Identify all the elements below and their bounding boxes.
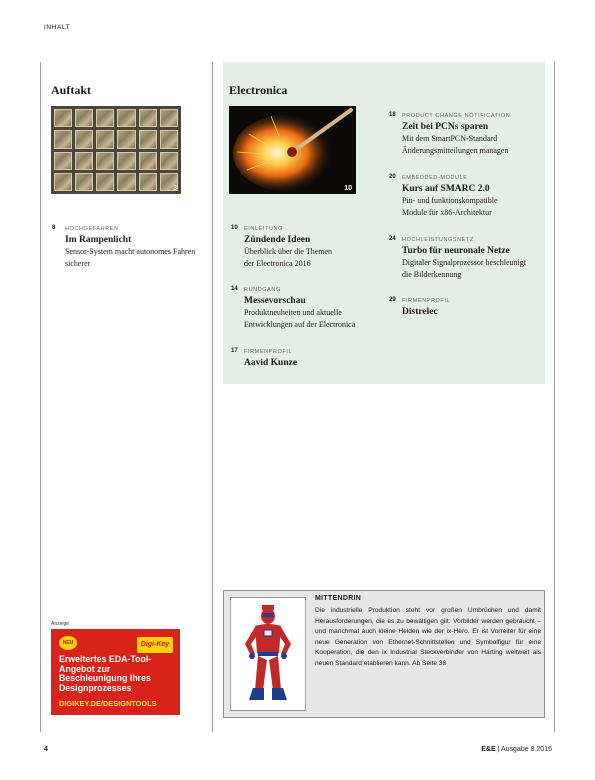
column-rule-middle xyxy=(212,62,213,732)
image-page-number: 3 xyxy=(173,185,177,192)
toc-entry[interactable] xyxy=(389,112,542,156)
entry-page-number: 18 xyxy=(389,112,396,118)
entry-title: Distrelec xyxy=(402,307,438,317)
toc-entry[interactable] xyxy=(389,297,542,318)
entry-title: Messevorschau xyxy=(244,296,306,306)
entry-kicker: HOCHLEISTUNGSNETZ xyxy=(402,237,474,243)
mittendrin-box xyxy=(223,590,545,718)
image-page-number: 10 xyxy=(344,185,352,192)
chip-cell xyxy=(160,152,178,170)
entry-title: Zeit bei PCNs sparen xyxy=(402,122,489,132)
entry-kicker: PRODUCT CHANGE NOTIFICATION xyxy=(402,113,511,119)
burning-match-photo[interactable] xyxy=(229,106,356,194)
chip-cell xyxy=(96,152,114,170)
chip-cell xyxy=(117,130,135,148)
toc-entry[interactable] xyxy=(52,225,215,269)
chip-cell xyxy=(160,130,178,148)
entry-title: Zündende Ideen xyxy=(244,235,311,245)
magazine-name: E&E xyxy=(481,746,496,753)
match-flame-graphic xyxy=(229,106,356,194)
superhero-figure xyxy=(230,597,306,711)
toc-entry[interactable] xyxy=(231,286,394,330)
chip-cell xyxy=(54,130,72,148)
chip-cell xyxy=(75,173,93,191)
new-badge: NEU xyxy=(59,636,77,650)
page-number: 4 xyxy=(44,746,48,753)
chip-cell xyxy=(139,173,157,191)
entry-title: Kurs auf SMARC 2.0 xyxy=(402,184,490,194)
entry-page-number: 17 xyxy=(231,348,238,354)
mittendrin-title: MITTENDRIN xyxy=(315,595,362,602)
entry-description: Überblick über die Themen der Electronica 2016 xyxy=(244,247,333,268)
toc-entry[interactable] xyxy=(389,236,542,280)
chip-cell xyxy=(96,109,114,127)
chip-cell xyxy=(96,130,114,148)
electronica-heading: Electronica xyxy=(229,83,288,97)
entry-description: Mit dem SmartPCN-Standard Änderungsmitteilungen managen xyxy=(402,134,509,155)
chip-cell xyxy=(54,152,72,170)
column-rule-right xyxy=(554,62,555,732)
entry-kicker: RUNDGANG xyxy=(244,287,281,293)
entry-page-number: 8 xyxy=(52,225,56,231)
chip-cell xyxy=(75,109,93,127)
entry-kicker: FIRMENPROFIL xyxy=(244,349,293,355)
chip-cell xyxy=(54,109,72,127)
entry-page-number: 24 xyxy=(389,236,396,242)
chip-cell xyxy=(117,109,135,127)
chip-cell xyxy=(139,130,157,148)
section-label: INHALT xyxy=(44,24,71,31)
entry-page-number: 29 xyxy=(389,297,396,303)
chip-wafer-photo[interactable] xyxy=(51,106,181,194)
chip-cell xyxy=(139,109,157,127)
digikey-ad[interactable] xyxy=(51,629,180,715)
chip-cell xyxy=(75,130,93,148)
entry-kicker: EMBEDDED-MODULE xyxy=(402,175,468,181)
entry-page-number: 10 xyxy=(231,225,238,231)
entry-description: Digitaler Signalprozessor beschleunigt die Bilderkennung xyxy=(402,258,526,279)
chip-cell xyxy=(117,173,135,191)
issue-label: Ausgabe 8.2016 xyxy=(501,746,552,753)
digikey-logo: Digi-Key xyxy=(137,637,173,653)
ad-url-link[interactable]: DIGIKEY.DE/DESIGNTOOLS xyxy=(59,699,157,708)
toc-entry[interactable] xyxy=(231,225,394,269)
entry-kicker: HOCHGEFAHREN xyxy=(65,226,119,232)
auftakt-heading: Auftakt xyxy=(51,83,92,97)
entry-kicker: EINLEITUNG xyxy=(244,226,284,232)
chip-cell xyxy=(139,152,157,170)
chip-cell xyxy=(117,152,135,170)
entry-title: Im Rampenlicht xyxy=(65,235,132,245)
entry-kicker: FIRMENPROFIL xyxy=(402,298,451,304)
chip-cell xyxy=(75,152,93,170)
chip-cell xyxy=(54,173,72,191)
footer-issue: E&E | Ausgabe 8.2016 xyxy=(481,746,552,753)
toc-entry[interactable] xyxy=(231,348,394,369)
entry-description: Produktneuheiten und aktuelle Entwicklungen auf der Electronica xyxy=(244,308,356,329)
entry-description: Sensor-System macht autonomes Fahren sicherer xyxy=(65,247,196,268)
entry-page-number: 20 xyxy=(389,174,396,180)
mittendrin-text: Die industrielle Produktion steht vor großen Umbrüchen und damit Herausforderungen, die es zu bewältigen gilt. Vorbilder werden gebraucht – und manchmal auch kleine Helden wie der ix-Hero. Er ist Vorreiter für eine neue Generation von Ethernet-Schnittstellen und Symbolfigur für eine Kooperation, die den ix Industrial Steckverbinder von Harting weltweit als neuen Standard etablieren kann. Ab Seite 38 xyxy=(315,607,541,667)
entry-page-number: 14 xyxy=(231,286,238,292)
toc-entry[interactable] xyxy=(389,174,542,218)
entry-description: Pin- und funktionskompatible Module für x86-Architektur xyxy=(402,196,498,217)
column-rule-left xyxy=(40,62,41,732)
ad-headline: Erweitertes EDA-Tool-Angebot zur Beschleunigung Ihres Designprozesses xyxy=(59,654,152,693)
chip-cell xyxy=(96,173,114,191)
chip-cell xyxy=(160,109,178,127)
ad-label: Anzeige xyxy=(51,621,70,627)
hero-illustration xyxy=(231,598,305,710)
entry-title: Turbo für neuronale Netze xyxy=(402,246,510,256)
entry-title: Aavid Kunze xyxy=(244,358,298,368)
